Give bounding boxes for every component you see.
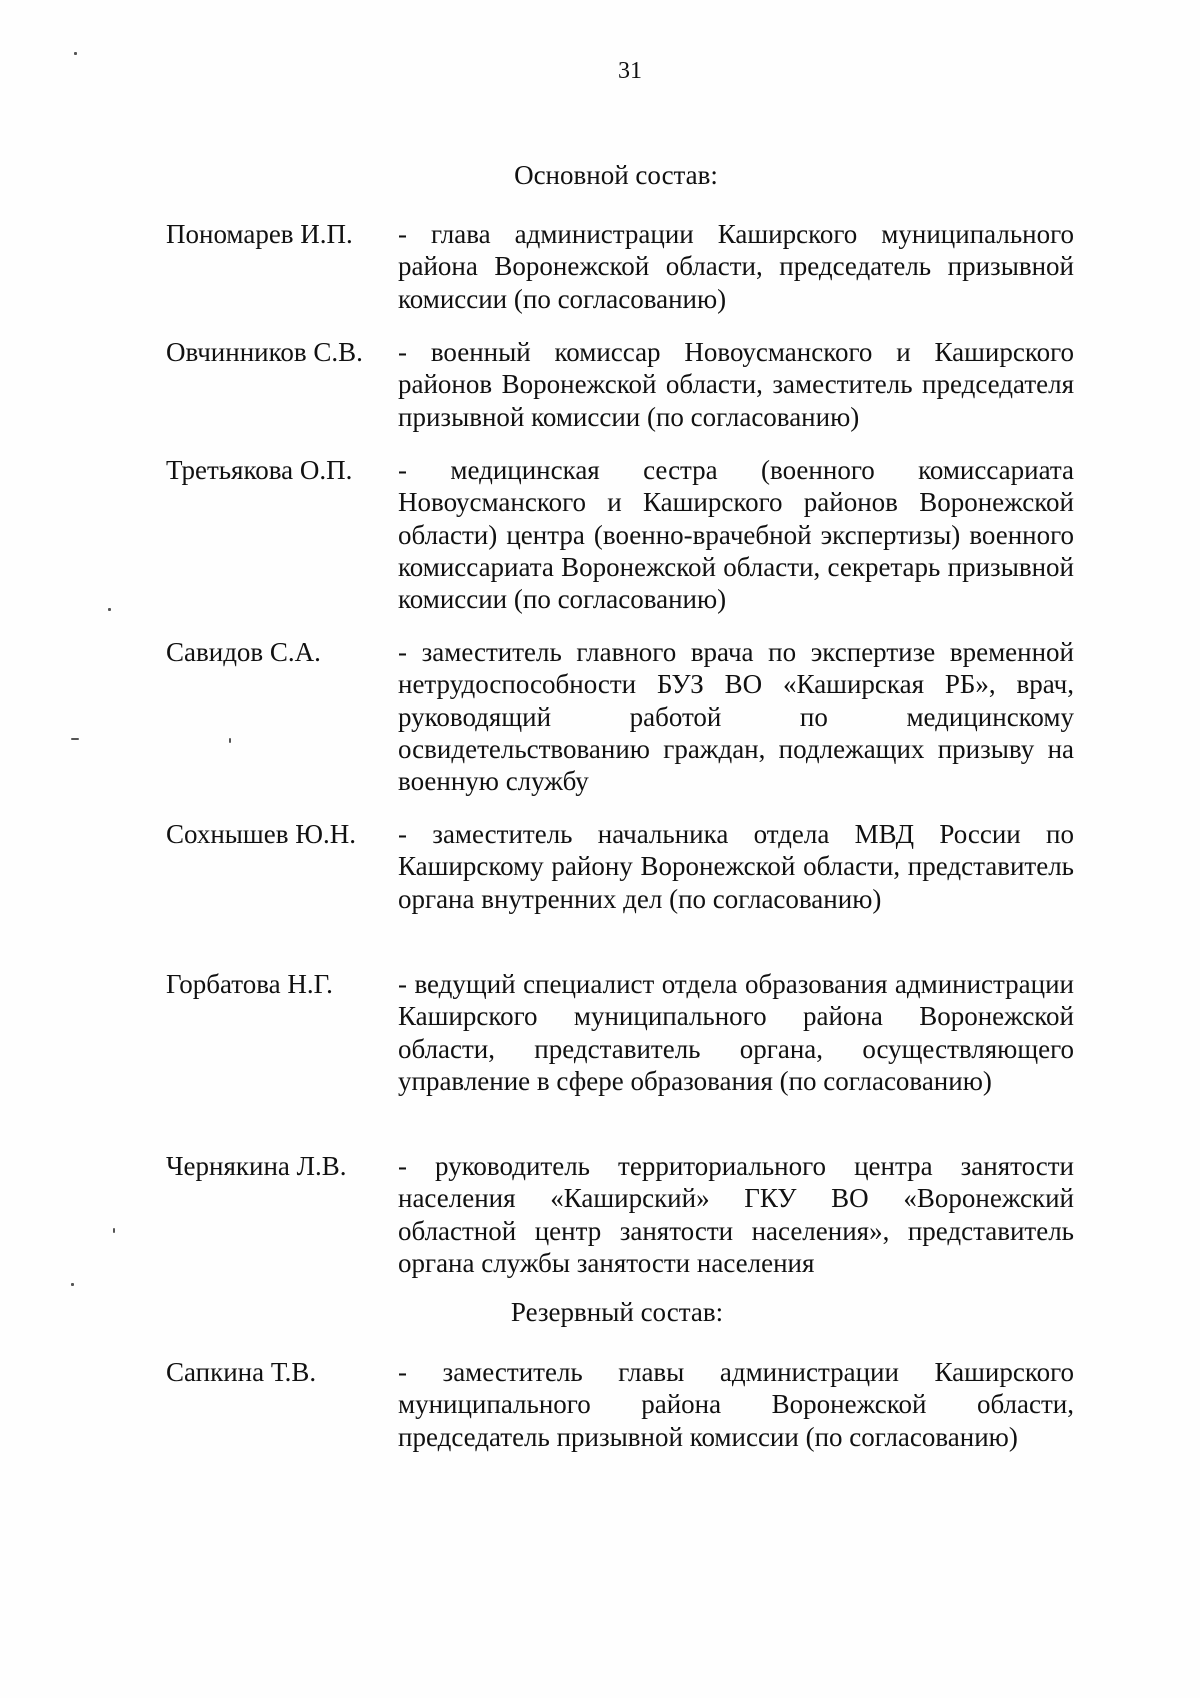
member-name: Овчинников С.В. (166, 337, 363, 367)
member-role: - заместитель главы администрации Каширского муниципального района Воронежской области, председатель призывной комиссии (по согласованию) (398, 1357, 1074, 1452)
member-role: - глава администрации Каширского муниципального района Воронежской области, председатель призывной комиссии (по согласованию) (398, 219, 1074, 314)
member-name: Пономарев И.П. (166, 219, 353, 249)
member-role: - военный комиссар Новоусманского и Каширского районов Воронежской области, заместитель председателя призывной комиссии (по согласованию) (398, 337, 1074, 432)
member-role: - руководитель территориального центра занятости населения «Каширский» ГКУ ВО «Воронежский областной центр занятости населения», представитель органа службы занятости населения (398, 1151, 1074, 1278)
scan-speck (113, 1228, 115, 1233)
member-name: Горбатова Н.Г. (166, 969, 333, 999)
scan-speck (74, 52, 77, 55)
scan-speck (108, 608, 111, 611)
member-name: Савидов С.А. (166, 637, 321, 667)
page-number: 31 (618, 58, 642, 84)
reserve-section-title: Резервный состав: (510, 1297, 724, 1327)
scan-speck (71, 1283, 74, 1286)
scan-speck (71, 738, 79, 740)
member-role: - заместитель главного врача по экспертизе временной нетрудоспособности БУЗ ВО «Каширская РБ», врач, руководящий работой по медицинскому освидетельствованию граждан, подлежащих призыву на военную службу (398, 637, 1074, 797)
member-name: Сапкина Т.В. (166, 1357, 317, 1387)
member-name: Третьякова О.П. (166, 455, 353, 485)
member-role: - медицинская сестра (военного комиссариата Новоусманского и Каширского районов Воронежской области) центра (военно-врачебной экспертизы) военного комиссариата Воронежской области, секретарь призывной комиссии (по согласованию) (398, 455, 1074, 615)
member-name: Сохнышев Ю.Н. (166, 819, 356, 849)
scan-speck (229, 738, 231, 743)
member-name: Чернякина Л.В. (166, 1151, 347, 1181)
member-role: - ведущий специалист отдела образования администрации Каширского муниципального района Воронежской области, представитель органа, осуществляющего управление в сфере образования (по согласованию) (398, 969, 1074, 1096)
member-role: - заместитель начальника отдела МВД России по Каширскому району Воронежской области, представитель органа внутренних дел (по согласованию) (398, 819, 1074, 914)
main-section-title: Основной состав: (514, 160, 718, 190)
